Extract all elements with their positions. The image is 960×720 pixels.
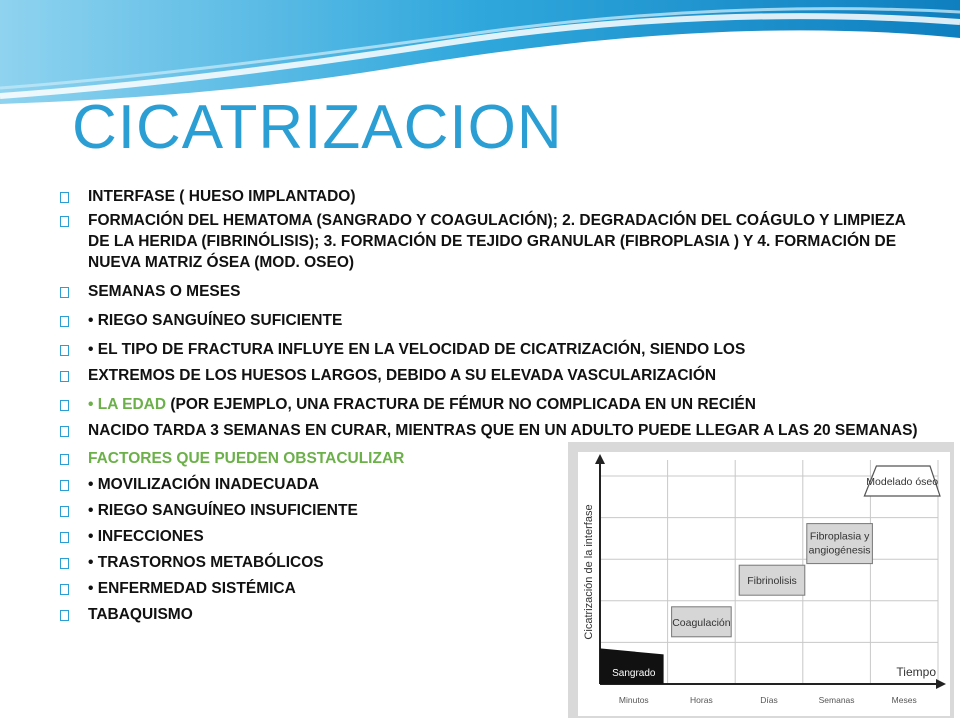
bullet-marker-icon	[60, 426, 69, 437]
x-tick-label: Semanas	[818, 695, 855, 705]
bullet-marker-icon	[60, 316, 69, 327]
bullet-text: FORMACIÓN DEL HEMATOMA (SANGRADO Y COAGULACIÓN); 2. DEGRADACIÓN DEL COÁGULO Y LIMPIEZA DE LA HERIDA (FIBRINÓLISIS); 3. FORMACIÓN DE TEJIDO GRANULAR (FIBROPLASIA ) Y 4. FORMACIÓN DE NUEVA MATRIZ ÓSEA (MOD. OSEO)	[88, 212, 906, 271]
bullet-highlight: • LA EDAD	[88, 396, 167, 413]
stage-label: Sangrado	[612, 668, 656, 679]
bullet-item	[60, 310, 920, 331]
y-axis-label: Cicatrización de la interfase	[583, 504, 595, 640]
bullet-marker-icon	[60, 506, 69, 517]
bullet-marker-icon	[60, 216, 69, 227]
healing-stages-chart	[578, 452, 950, 716]
stage-label: angiogénesis	[808, 544, 871, 557]
x-tick-label: Horas	[690, 695, 713, 705]
bullet-marker-icon	[60, 610, 69, 621]
x-tick-label: Minutos	[618, 695, 649, 705]
y-axis-arrow-icon	[595, 454, 605, 464]
x-axis-arrow-icon	[936, 679, 946, 689]
stage-box	[807, 524, 873, 564]
bullet-text: • INFECCIONES	[88, 528, 204, 545]
bullet-text: • EL TIPO DE FRACTURA INFLUYE EN LA VELOCIDAD DE CICATRIZACIÓN, SIENDO LOS	[88, 341, 746, 358]
bullet-text: • RIEGO SANGUÍNEO INSUFICIENTE	[88, 502, 358, 519]
bullet-text: (POR EJEMPLO, UNA FRACTURA DE FÉMUR NO COMPLICADA EN UN RECIÉN	[166, 396, 756, 413]
bullet-item	[60, 420, 920, 441]
bullet-item	[60, 339, 920, 360]
bullet-text: • TRASTORNOS METABÓLICOS	[88, 554, 324, 571]
bullet-item	[60, 394, 920, 415]
bullet-text: TABAQUISMO	[88, 606, 193, 623]
x-tick-label: Días	[760, 695, 778, 705]
bullet-text: • RIEGO SANGUÍNEO SUFICIENTE	[88, 312, 343, 329]
bullet-text: • MOVILIZACIÓN INADECUADA	[88, 476, 320, 493]
x-tick-label: Meses	[891, 695, 917, 705]
bullet-text: NACIDO TARDA 3 SEMANAS EN CURAR, MIENTRAS QUE EN UN ADULTO PUEDE LLEGAR A LAS 20 SEMANAS)	[88, 422, 918, 439]
bullet-marker-icon	[60, 400, 69, 411]
bullet-marker-icon	[60, 480, 69, 491]
stage-label: Fibroplasia y	[809, 530, 870, 543]
slide-title: CICATRIZACION	[72, 93, 563, 162]
stage-label: Coagulación	[672, 616, 731, 629]
bullet-text: SEMANAS O MESES	[88, 283, 241, 300]
bullet-marker-icon	[60, 287, 69, 298]
bullet-text: EXTREMOS DE LOS HUESOS LARGOS, DEBIDO A SU ELEVADA VASCULARIZACIÓN	[88, 367, 717, 384]
bullet-item	[60, 186, 920, 207]
bullet-text: • ENFERMEDAD SISTÉMICA	[88, 580, 296, 597]
bullet-marker-icon	[60, 558, 69, 569]
bullet-marker-icon	[60, 454, 69, 465]
bullet-item	[60, 210, 920, 273]
bullet-marker-icon	[60, 532, 69, 543]
bullet-marker-icon	[60, 584, 69, 595]
x-axis-label: Tiempo	[896, 665, 936, 679]
bullet-item	[60, 365, 920, 386]
bullet-item	[60, 281, 920, 302]
stage-label: Fibrinolisis	[747, 575, 797, 588]
bullet-marker-icon	[60, 192, 69, 203]
bullet-marker-icon	[60, 371, 69, 382]
bullet-text: INTERFASE ( HUESO IMPLANTADO)	[88, 188, 356, 205]
bullet-text: FACTORES QUE PUEDEN OBSTACULIZAR	[88, 450, 405, 467]
stage-label: Modelado óseo	[866, 476, 939, 488]
bullet-marker-icon	[60, 345, 69, 356]
